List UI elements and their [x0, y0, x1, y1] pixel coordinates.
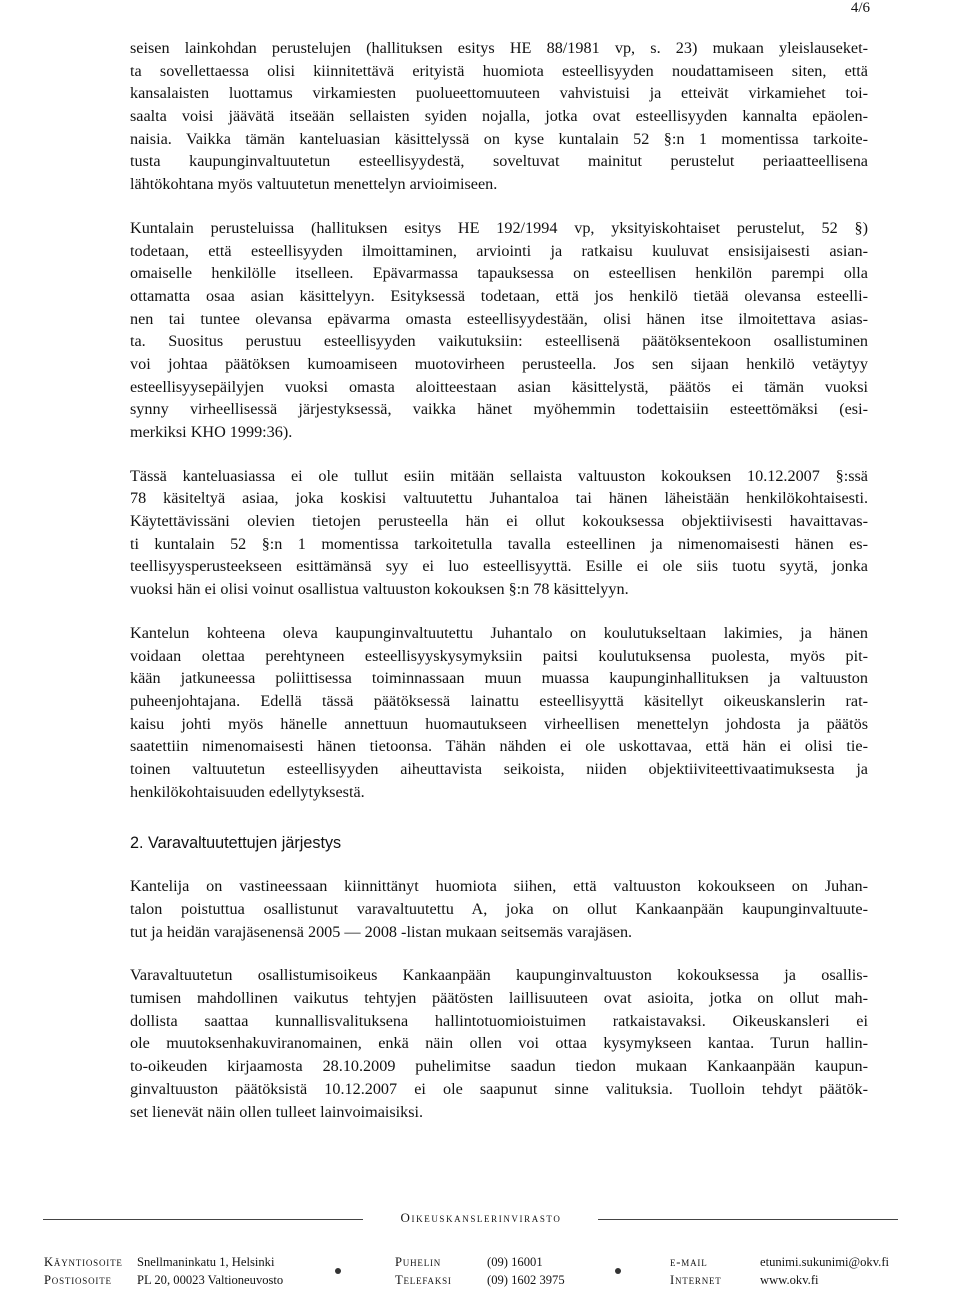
text-line: saatettiin nimenomaisesti hänen tietoonsa. Tähän nähden ei ole uskottavaa, että hän ei olisi tie-	[130, 737, 868, 756]
footer-bullet-icon	[335, 1268, 341, 1274]
visiting-address: Snellmaninkatu 1, Helsinki	[137, 1255, 275, 1269]
text-line: toinen valtuutetun esteellisyyden aiheuttavista seikoista, niiden objektiiviteettivaatimuksesta ja	[130, 759, 868, 778]
text-line: ottamatta osaa asian käsittelyyn. Esityksessä todetaan, että jos henkilö tietää olevansa esteelli-	[130, 286, 868, 305]
text-line: lähtökohtana myös valtuutetun menettelyn arvioimiseen.	[130, 175, 498, 194]
paragraph-gap	[130, 196, 868, 217]
text-line: kaisu johti myös hänelle annettuun huomautukseen virheellisen menettelyn johdosta ja päätös	[130, 714, 868, 733]
text-line: talon poistuttua osallistunut varavaltuutettu A, joka on ollut Kankaanpään kaupunginvaltuute-	[130, 900, 868, 918]
text-line: tusta kaupunginvaltuutetun esteellisyydestä, soveltuvat mainitut perustelut periaatteellisena	[130, 152, 868, 171]
text-line: henkilökohtaisuuden edellytyksestä.	[130, 782, 365, 801]
paragraph-gap	[130, 601, 868, 622]
organization-name: Oikeuskanslerinvirasto	[400, 1210, 562, 1225]
postal-address: PL 20, 00023 Valtioneuvosto	[137, 1273, 284, 1287]
text-line: set lienevät näin ollen tulleet lainvoimaisiksi.	[130, 1102, 424, 1121]
body-paragraphs	[130, 37, 868, 803]
paragraph	[130, 875, 868, 943]
letterhead-footer	[0, 1205, 960, 1291]
fax-label: Telefaksi	[395, 1273, 452, 1287]
footer-bullet-icon	[615, 1268, 621, 1274]
paragraph-gap	[130, 444, 868, 465]
paragraph	[130, 465, 868, 601]
text-line: Kuntalain perusteluissa (hallituksen esitys HE 192/1994 vp, yksityiskohtaiset perustelut, 52 §)	[130, 218, 868, 237]
text-line: Käytettävissäni olevien tietojen perusteella hän ei ollut kokouksessa objektiivisesti havaittavas-	[130, 512, 868, 531]
text-line: Kantelija on vastineessaan kiinnittänyt huomiota siihen, että valtuuston kokoukseen on Juhan-	[130, 877, 868, 896]
paragraph	[130, 37, 868, 196]
paragraph	[130, 964, 868, 1123]
email-address[interactable]: etunimi.sukunimi@okv.fi	[760, 1255, 890, 1269]
paragraph-gap	[130, 943, 868, 964]
visiting-address-label: Käyntiosoite	[44, 1255, 123, 1269]
phone-number: (09) 16001	[487, 1255, 543, 1269]
text-line: Varavaltuutetun osallistumisoikeus Kankaanpään kaupunginvaltuuston kokouksessa ja osallis-	[130, 966, 868, 985]
text-line: tut ja heidän varajäsenensä 2005 — 2008 -listan mukaan seitsemäs varajäsen.	[130, 922, 633, 941]
text-line: todetaan, että esteellisyyden ilmoittaminen, arviointi ja ratkaisu kuuluvat ensisijaisesti asian-	[130, 241, 868, 260]
text-line: Kantelun kohteena oleva kaupunginvaltuutettu Juhantalo on koulutukseltaan lakimies, ja hänen	[130, 623, 868, 642]
footer-rule-right	[598, 1219, 898, 1220]
text-line: kansalaisten luottamus virkamiesten puolueettomuuteen vahvistuisi ja etteivät virkamiehet toi-	[130, 84, 868, 103]
paragraph	[130, 217, 868, 444]
page-number: 4/6	[850, 0, 870, 16]
text-line: to-oikeuden kirjaamosta 28.10.2009 puhelimitse saadun tiedon mukaan Kankaanpään kaupun-	[130, 1057, 868, 1076]
text-line: puheenjohtajana. Edellä tässä päätöksessä lainattu esteellisyyttä käsitellyt oikeuskanslerin rat-	[130, 691, 868, 710]
text-line: ta sovellettaessa olisi kiinnitettävä erityistä huomiota esteellisyyden noudattamiseen siten, että	[130, 61, 868, 80]
text-line: teellisyysperusteekseen esittämänsä syy ei luo esteellisyyttä. Esille ei ole siis tuotu syytä, jonka	[130, 557, 868, 576]
section-heading: 2. Varavaltuutettujen järjestys	[130, 834, 342, 853]
website-link[interactable]: www.okv.fi	[760, 1273, 819, 1287]
text-line: ole muutoksenhakuviranomainen, enkä näin ollen voi ottaa kysymykseen kantaa. Turun hallin-	[130, 1034, 868, 1053]
text-line: saalta voisi jäävätä itseään sellaisten syiden nojalla, jotka ovat esteellisyyden kannalta epäolen-	[130, 107, 868, 126]
text-line: Tässä kanteluasiassa ei ole tullut esiin mitään sellaista valtuuston kokouksen 10.12.2007 §:ssä	[130, 466, 868, 485]
email-label: e-mail	[670, 1255, 708, 1269]
text-line: kään jatkuneessa poliittisessa toiminnassaan muun muassa kaupunginhallituksen ja valtuuston	[130, 669, 868, 688]
phone-label: Puhelin	[395, 1255, 442, 1269]
text-line: ta. Suositus perustuu esteellisyyden vaikutuksiin: esteellisenä päätöksentekoon osallistuminen	[130, 332, 868, 351]
text-line: merkiksi KHO 1999:36).	[130, 423, 293, 441]
text-line: seisen lainkohdan perustelujen (hallituksen esitys HE 88/1981 vp, s. 23) mukaan yleislauseket-	[130, 39, 868, 57]
text-line: omaiselle henkilölle itselleen. Epävarmassa tapauksessa on esteellisen henkilön parempi olla	[130, 264, 868, 283]
footer-rule-left	[43, 1219, 363, 1220]
paragraph	[130, 622, 868, 804]
text-line: nen tai tuntee olevansa epävarma omasta esteellisyydestään, olisi hänen itse ilmoitettava asias-	[130, 309, 868, 328]
text-line: naisia. Vaikka tämän kanteluasian käsittelyssä on kyse kuntalain 52 §:n 1 momentissa tarkoite-	[130, 129, 868, 148]
postal-address-label: Postiosoite	[44, 1273, 112, 1287]
text-line: vuoksi hän ei olisi voinut osallistua valtuuston kokouksen §:n 78 käsittelyyn.	[130, 580, 629, 599]
text-line: voidaan olettaa perehtyneen esteellisyyskysymyksiin paitsi koulutuksensa puolesta, myös pit-	[130, 646, 868, 665]
text-line: 78 käsiteltyä asiaa, joka koskisi valtuutettu Juhantaloa tai hänen läheistään henkilökohtaisesti.	[130, 489, 868, 508]
text-line: ti kuntalain 52 §:n 1 momentissa tarkoitetulla tavalla esteellinen ja nimenomaisesti hänen es-	[130, 534, 868, 553]
fax-number: (09) 1602 3975	[487, 1273, 565, 1287]
text-line: synny virheellisessä järjestyksessä, vaikka hänet myöhemmin todettaisiin esteettömäksi (esi-	[130, 400, 868, 419]
text-line: ginvaltuuston päätöksistä 10.12.2007 ei ole saapunut sinne valituksia. Tuolloin tehdyt päätök-	[130, 1079, 868, 1098]
text-line: voi johtaa päätöksen kumoamiseen muotovirheen perusteella. Jos sen sijaan henkilö vetäytyy	[130, 354, 868, 373]
text-line: tumisen mahdollinen vaikutus tehtyjen päätösten laillisuuteen ovat asioita, jotka on ollut mah-	[130, 989, 868, 1008]
text-line: dollista saattaa kunnallisvalituksena hallintotuomioistuimen ratkaistavaksi. Oikeuskansleri ei	[130, 1011, 868, 1030]
text-line: esteellisyysepäilyjen vuoksi omasta aloitteestaan asian käsittelystä, päätös ei tämän vuoksi	[130, 377, 868, 396]
section-paragraphs	[130, 875, 868, 1123]
internet-label: Internet	[670, 1273, 722, 1287]
document-body	[130, 37, 868, 1123]
